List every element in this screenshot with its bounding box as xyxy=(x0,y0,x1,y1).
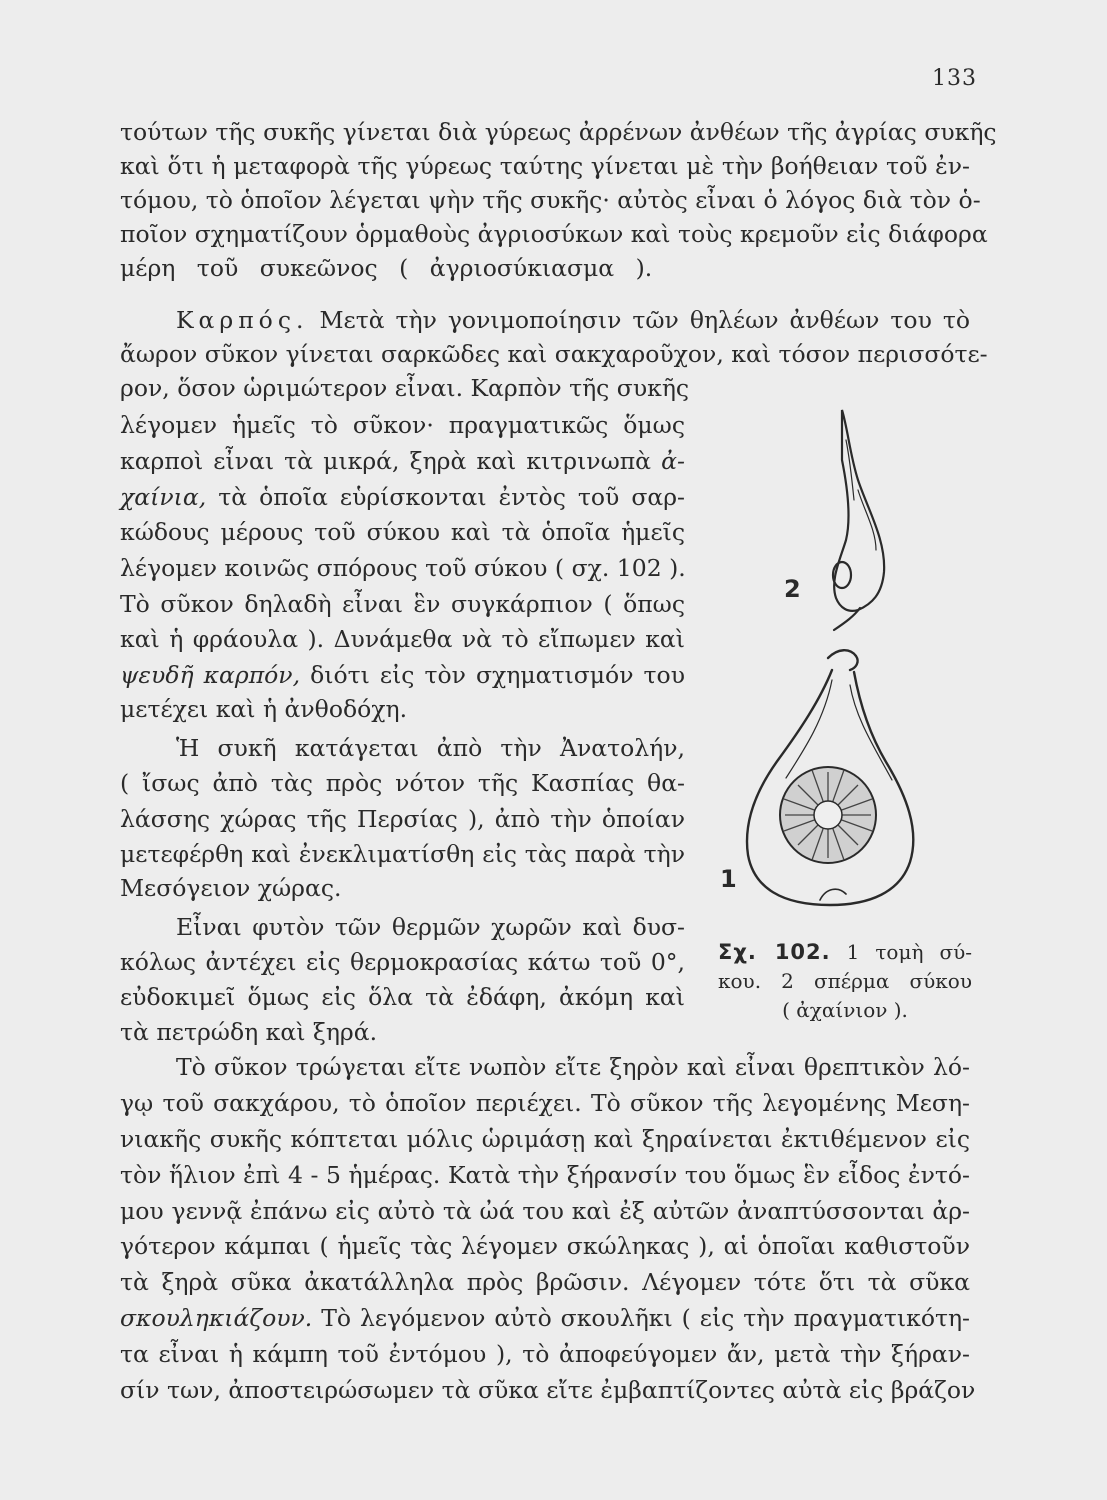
text-span: τὰ ὁποῖα εὑρίσκονται ἐντὸς τοῦ σαρ- xyxy=(218,483,685,511)
text-line: γότερον κάμπαι ( ἡμεῖς τὰς λέγομεν σκώληκας ), αἱ ὁποῖαι καθιστοῦν xyxy=(120,1232,970,1260)
term-achainia: ἀ- xyxy=(661,447,685,475)
text-line: λέγομεν ἡμεῖς τὸ σῦκον· πραγματικῶς ὅμως xyxy=(120,411,685,439)
text-line: μετέχει καὶ ἡ ἀνθοδόχη. xyxy=(120,695,408,723)
page-number: 133 xyxy=(932,66,977,91)
caption-line xyxy=(718,938,972,967)
fig-label-2: 2 xyxy=(784,575,801,603)
text-line: Εἶναι φυτὸν τῶν θερμῶν χωρῶν καὶ δυσ- xyxy=(176,913,685,941)
caption-text: 1 τομὴ σύ- xyxy=(846,940,973,964)
text-span: διότι εἰς τὸν σχηματισμόν του xyxy=(310,661,685,689)
term-achainia: χαίνια, xyxy=(120,483,207,511)
text-line: τὰ πετρώδη καὶ ξηρά. xyxy=(120,1018,378,1046)
text-line xyxy=(120,482,685,512)
text-line: μετεφέρθη καὶ ἐνεκλιματίσθη εἰς τὰς παρὰ τὴν xyxy=(120,840,685,868)
text-line: Ἡ συκῆ κατάγεται ἀπὸ τὴν Ἀνατολήν, xyxy=(176,734,685,762)
text-line: τούτων τῆς συκῆς γίνεται διὰ γύρεως ἀρρένων ἀνθέων τῆς ἀγρίας συκῆς xyxy=(120,118,997,146)
caption-line: κου. 2 σπέρμα σύκου xyxy=(718,969,972,993)
text-line: ( ἴσως ἀπὸ τὰς πρὸς νότον τῆς Κασπίας θα- xyxy=(120,769,685,797)
fig-label-1: 1 xyxy=(720,865,737,893)
text-span: καρποὶ εἶναι τὰ μικρά, ξηρὰ καὶ κιτρινωπὰ xyxy=(120,447,652,475)
text-line: μου γεννᾷ ἐπάνω εἰς αὐτὸ τὰ ὠά του καὶ ἐξ αὐτῶν ἀναπτύσσονται ἀρ- xyxy=(120,1197,970,1225)
fig-seed-illustration xyxy=(700,400,980,960)
text-line: Τὸ σῦκον τρώγεται εἴτε νωπὸν εἴτε ξηρὸν καὶ εἶναι θρεπτικὸν λό- xyxy=(176,1053,970,1081)
text-line: ποῖον σχηματίζουν ὁρμαθοὺς ἀγριοσύκων καὶ τοὺς κρεμοῦν εἰς διάφορα xyxy=(120,220,988,248)
text-span: Μετὰ τὴν γονιμοποίησιν τῶν θηλέων ἀνθέων του τὸ xyxy=(319,306,970,334)
text-line: τὸν ἥλιον ἐπὶ 4 - 5 ἡμέρας. Κατὰ τὴν ξήρανσίν του ὅμως ἓν εἶδος ἐντό- xyxy=(120,1161,970,1189)
text-line: λέγομεν κοινῶς σπόρους τοῦ σύκου ( σχ. 102 ). xyxy=(120,554,686,582)
text-line: ρον, ὅσον ὡριμώτερον εἶναι. Καρπὸν τῆς συκῆς xyxy=(120,374,690,402)
figure-102 xyxy=(700,400,980,960)
text-line xyxy=(176,305,970,335)
text-line: κόλως ἀντέχει εἰς θερμοκρασίας κάτω τοῦ 0°, xyxy=(120,948,685,976)
text-line: ἄωρον σῦκον γίνεται σαρκῶδες καὶ σακχαροῦχον, καὶ τόσον περισσότε- xyxy=(120,340,988,368)
figure-caption xyxy=(718,938,972,1025)
text-line: λάσσης χώρας τῆς Περσίας ), ἀπὸ τὴν ὁποίαν xyxy=(120,805,685,833)
caption-line: ( ἀχαίνιον ). xyxy=(782,998,908,1022)
text-line: Μεσόγειον χώρας. xyxy=(120,874,342,902)
caption-label: Σχ. 102. xyxy=(718,940,831,964)
term-pseudi-karpon: ψευδῆ καρπόν, xyxy=(120,661,301,689)
text-span: Τὸ λεγόμενον αὐτὸ σκουλῆκι ( εἰς τὴν πραγματικότη- xyxy=(321,1304,970,1332)
text-line xyxy=(120,1303,970,1333)
text-line: Τὸ σῦκον δηλαδὴ εἶναι ἓν συγκάρπιον ( ὅπως xyxy=(120,590,685,618)
term-skoulikiazoun: σκουληκιάζουν. xyxy=(120,1304,313,1332)
text-line: τα εἶναι ἡ κάμπη τοῦ ἐντόμου ), τὸ ἀποφεύγομεν ἄν, μετὰ τὴν ξήραν- xyxy=(120,1340,970,1368)
text-line: μέρη τοῦ συκεῶνος ( ἀγριοσύκιασμα ). xyxy=(120,254,653,282)
text-line: σίν των, ἀποστειρώσωμεν τὰ σῦκα εἴτε ἐμβαπτίζοντες αὐτὰ εἰς βράζον xyxy=(120,1376,976,1404)
text-line: νιακῆς συκῆς κόπτεται μόλις ὡριμάσῃ καὶ ξηραίνεται ἐκτιθέμενον εἰς xyxy=(120,1125,970,1153)
text-line xyxy=(120,446,685,476)
section-heading-karpos: Καρπός. xyxy=(176,306,309,334)
text-line: καὶ ἡ φράουλα ). Δυνάμεθα νὰ τὸ εἴπωμεν καὶ xyxy=(120,625,685,653)
text-line: τόμου, τὸ ὁποῖον λέγεται ψὴν τῆς συκῆς· αὐτὸς εἶναι ὁ λόγος διὰ τὸν ὁ- xyxy=(120,186,981,214)
text-line: κώδους μέρους τοῦ σύκου καὶ τὰ ὁποῖα ἡμεῖς xyxy=(120,518,685,546)
text-line: τὰ ξηρὰ σῦκα ἀκατάλληλα πρὸς βρῶσιν. Λέγομεν τότε ὅτι τὰ σῦκα xyxy=(120,1268,970,1296)
text-line xyxy=(120,660,685,690)
text-line: εὐδοκιμεῖ ὅμως εἰς ὅλα τὰ ἐδάφη, ἀκόμη καὶ xyxy=(120,983,685,1011)
text-line: καὶ ὅτι ἡ μεταφορὰ τῆς γύρεως ταύτης γίνεται μὲ τὴν βοήθειαν τοῦ ἐν- xyxy=(120,152,970,180)
text-line: γῳ τοῦ σακχάρου, τὸ ὁποῖον περιέχει. Τὸ σῦκον τῆς λεγομένης Μεση- xyxy=(120,1089,970,1117)
